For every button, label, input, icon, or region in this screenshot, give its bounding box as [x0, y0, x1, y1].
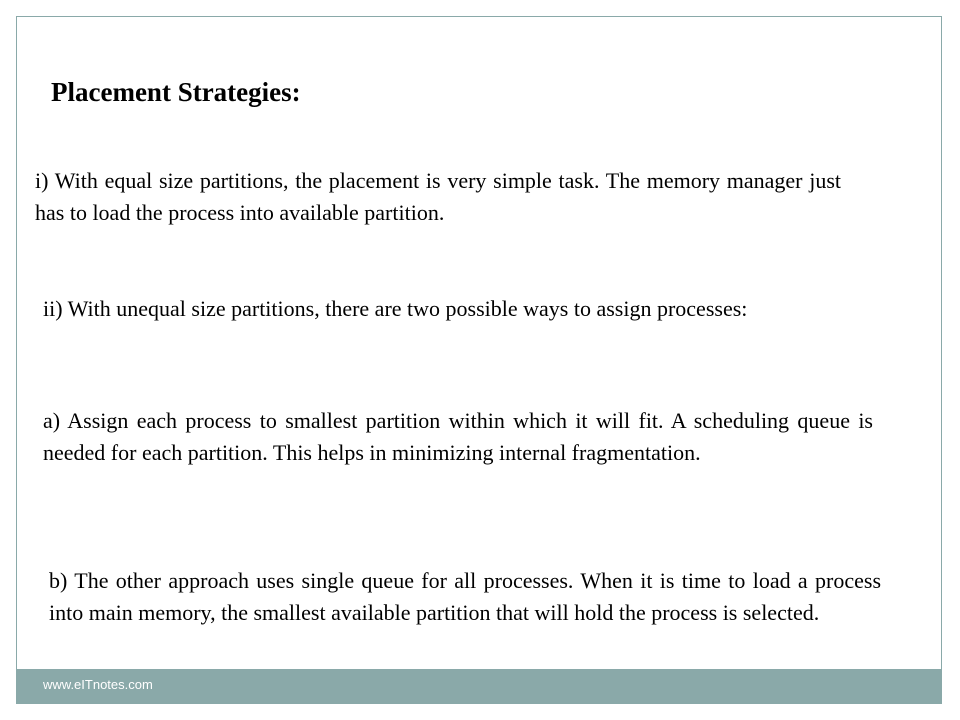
paragraph-unequal-partitions: ii) With unequal size partitions, there are two possible ways to assign processes:: [43, 296, 748, 321]
slide-title: Placement Strategies:: [51, 77, 301, 107]
slide: [16, 16, 942, 704]
footer-bar: [17, 669, 941, 703]
paragraph-option-a: a) Assign each process to smallest partition within which it will fit. A scheduling queue is needed for each partition. This helps in minimizing internal fragmentation.: [43, 408, 873, 465]
paragraph-equal-partitions: i) With equal size partitions, the placement is very simple task. The memory manager just has to load the process into available partition.: [35, 168, 841, 225]
paragraph-option-b: b) The other approach uses single queue for all processes. When it is time to load a process into main memory, the smallest available partition that will hold the process is selected.: [49, 568, 881, 625]
footer-url: www.eITnotes.com: [43, 677, 153, 692]
